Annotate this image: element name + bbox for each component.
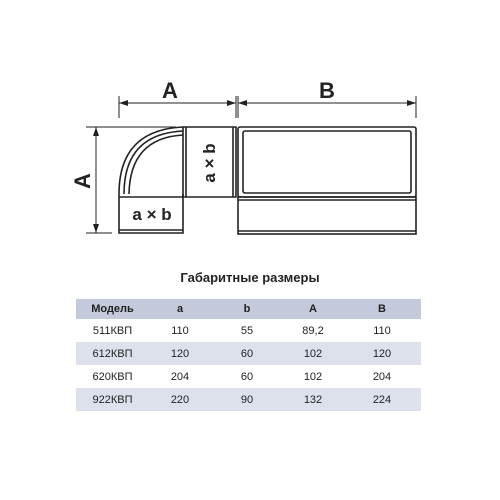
header-A: A [283,299,343,319]
cell-model: 511КВП [92,324,133,337]
connector-view [238,127,416,234]
elbow-bend [119,127,183,194]
cell-A: 102 [283,342,343,365]
table-header-row [76,299,421,319]
cell-A: 102 [303,370,323,383]
dimensions-table [76,299,421,411]
cell-model: 620КВП [92,370,133,383]
cell-b: 55 [240,324,254,337]
cell-A: 132 [283,388,343,411]
cell-B: 110 [373,324,391,337]
cell-b: 60 [240,370,254,383]
cell-a: 220 [149,388,211,411]
dimension-label-A-side: A [70,173,95,189]
outlet-size-label: a × b [200,143,219,183]
cell-b: 60 [211,342,283,365]
table-row [76,365,421,388]
inlet-size-label: a × b [132,205,172,224]
cell-a: 120 [149,342,211,365]
header-b: b [211,299,283,319]
header-a: a [149,299,211,319]
cell-model: 922КВП [76,388,149,411]
connector-body [238,127,416,197]
cell-A: 89,2 [302,324,324,337]
header-B: B [343,299,421,319]
connector-collar [238,197,416,234]
cell-a: 204 [170,370,190,383]
cell-b: 90 [211,388,283,411]
table-row [76,319,421,342]
table-row [76,342,421,365]
dimension-label-A-top: A [162,78,178,103]
cell-a: 110 [171,324,189,337]
cell-B: 224 [343,388,421,411]
cell-model: 612КВП [76,342,149,365]
dimension-label-B-top: B [319,78,335,103]
cell-B: 204 [372,370,392,383]
table-title: Габаритные размеры [180,270,320,285]
cell-B: 120 [343,342,421,365]
table-row [76,388,421,411]
header-model: Модель [76,299,149,319]
